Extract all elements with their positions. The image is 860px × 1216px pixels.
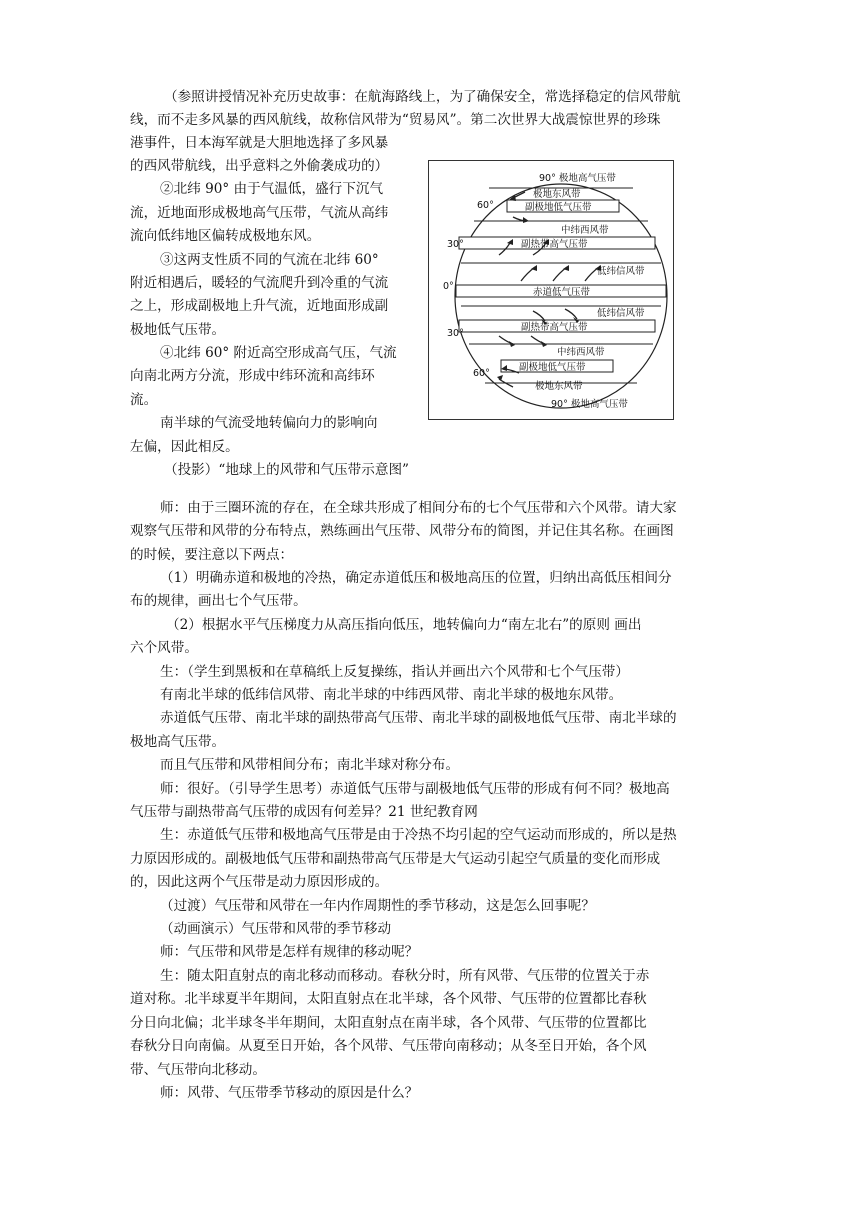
text-line: 有南北半球的低纬信风带、南北半球的中纬西风带、南北半球的极地东风带。	[160, 687, 623, 703]
text-line: 南半球的气流受地转偏向力的影响向	[160, 415, 378, 431]
text-line: 气压带与副热带高气压带的成因有何差异？21 世纪教育网	[130, 804, 478, 820]
n-westerly-label: 中纬西风带	[561, 225, 609, 236]
text-line: 生：赤道低气压带和极地高气压带是由于冷热不均引起的空气运动而形成的，所以是热	[160, 827, 677, 843]
text-line: ②北纬 90° 由于气温低，盛行下沉气	[160, 181, 384, 197]
equator-low-label: 赤道低气压带	[533, 287, 591, 298]
n-subpolar-low-label: 副极地低气压带	[525, 202, 592, 213]
text-line: 向南北两方分流，形成中纬环流和高纬环	[130, 368, 375, 384]
s-westerly-label: 中纬西风带	[557, 347, 605, 358]
text-line: 线，而不走多风暴的西风航线，故称信风带为“贸易风”。第二次世界大战震惊世界的珍珠	[130, 112, 661, 128]
text-line: （过渡）气压带和风带在一年内作周期性的季节移动，这是怎么回事呢？	[160, 898, 595, 914]
text-line: ④北纬 60° 附近高空形成高气压，气流	[160, 345, 397, 361]
text-line: 之上，形成副极地上升气流，近地面形成副	[130, 298, 389, 314]
n-subtropical-high-label: 副热带高气压带	[521, 239, 588, 250]
text-line: 流，近地面形成极地高气压带，气流从高纬	[130, 205, 389, 221]
text-line: 师：气压带和风带是怎样有规律的移动呢？	[160, 944, 419, 960]
text-line: 生：随太阳直射点的南北移动而移动。春秋分时，所有风带、气压带的位置关于赤	[160, 968, 650, 984]
text-line: 力原因形成的。副极地低气压带和副热带高气压带是大气运动引起空气质量的变化而形成	[130, 851, 661, 867]
text-line: 师：由于三圈环流的存在，在全球共形成了相间分布的七个气压带和六个风带。请大家	[160, 500, 677, 516]
lat-0-label: 0°	[443, 281, 454, 292]
s-subtropical-high-label: 副热带高气压带	[521, 322, 588, 333]
lat-30n-label: 30°	[447, 239, 464, 250]
text-line: 分日向北偏；北半球冬半年期间，太阳直射点在南半球，各个风带、气压带的位置都比	[130, 1015, 647, 1031]
text-line: （2）根据水平气压梯度力从高压指向低压，地转偏向力“南左北右”的原则 画出	[166, 617, 642, 633]
text-line: 道对称。北半球夏半年期间，太阳直射点在北半球，各个风带、气压带的位置都比春秋	[130, 991, 647, 1007]
s-polar-easterly-label: 极地东风带	[535, 381, 583, 392]
lat-60n-label: 60°	[477, 200, 494, 211]
text-line: 流。	[130, 392, 158, 408]
text-line: 观察气压带和风带的分布特点，熟练画出气压带、风带分布的简图，并记住其名称。在画图	[130, 523, 674, 539]
text-line: 的，因此这两个气压带是动力原因形成的。	[130, 874, 389, 890]
globe-diagram	[429, 161, 673, 419]
text-line: 极地高气压带。	[130, 734, 226, 750]
text-line: 极地低气压带。	[130, 322, 226, 338]
text-line: 的时候，要注意以下两点：	[130, 547, 294, 563]
lat-90s-label: 90° 极地高气压带	[551, 399, 628, 410]
s-subpolar-low-label: 副极地低气压带	[519, 362, 586, 373]
text-line: （动画演示）气压带和风带的季节移动	[160, 921, 392, 937]
text-line: 港事件，日本海军就是大胆地选择了多风暴	[130, 135, 389, 151]
text-line: （投影）“地球上的风带和气压带示意图”	[164, 462, 409, 478]
text-line: 而且气压带和风带相间分布；南北半球对称分布。	[160, 757, 460, 773]
text-line: 赤道低气压带、南北半球的副热带高气压带、南北半球的副极地低气压带、南北半球的	[160, 710, 677, 726]
text-line: 附近相遇后，暖轻的气流爬升到冷重的气流	[130, 275, 389, 291]
text-line: 春秋分日向南偏。从夏至日开始，各个风带、气压带向南移动；从冬至日开始，各个风	[130, 1038, 647, 1054]
wind-pressure-belt-figure	[428, 160, 674, 420]
text-line: 布的规律，画出七个气压带。	[130, 593, 307, 609]
lat-30s-label: 30°	[447, 328, 464, 339]
lat-90n-label: 90° 极地高气压带	[539, 173, 616, 184]
text-line: 六个风带。	[130, 640, 198, 656]
text-line: 师：风带、气压带季节移动的原因是什么？	[160, 1085, 419, 1101]
text-line: ③这两支性质不同的气流在北纬 60°	[160, 252, 379, 268]
text-line: （参照讲授情况补充历史故事：在航海路线上，为了确保安全，常选择稳定的信风带航	[164, 89, 681, 105]
s-trade-label: 低纬信风带	[597, 308, 645, 319]
n-trade-label: 低纬信风带	[597, 266, 645, 277]
lat-60s-label: 60°	[473, 368, 490, 379]
text-line: （1）明确赤道和极地的冷热，确定赤道低压和极地高压的位置，归纳出高低压相间分	[160, 570, 672, 586]
text-line: 的西风带航线，出乎意料之外偷袭成功的）	[130, 158, 389, 174]
text-line: 左偏，因此相反。	[130, 439, 239, 455]
text-line: 师：很好。（引导学生思考）赤道低气压带与副极地低气压带的形成有何不同？极地高	[160, 781, 670, 797]
n-polar-easterly-label: 极地东风带	[533, 189, 581, 200]
text-line: 带、气压带向北移动。	[130, 1062, 266, 1078]
text-line: 生：（学生到黑板和在草稿纸上反复操练，指认并画出六个风带和七个气压带）	[160, 664, 629, 680]
text-line: 流向低纬地区偏转成极地东风。	[130, 228, 321, 244]
